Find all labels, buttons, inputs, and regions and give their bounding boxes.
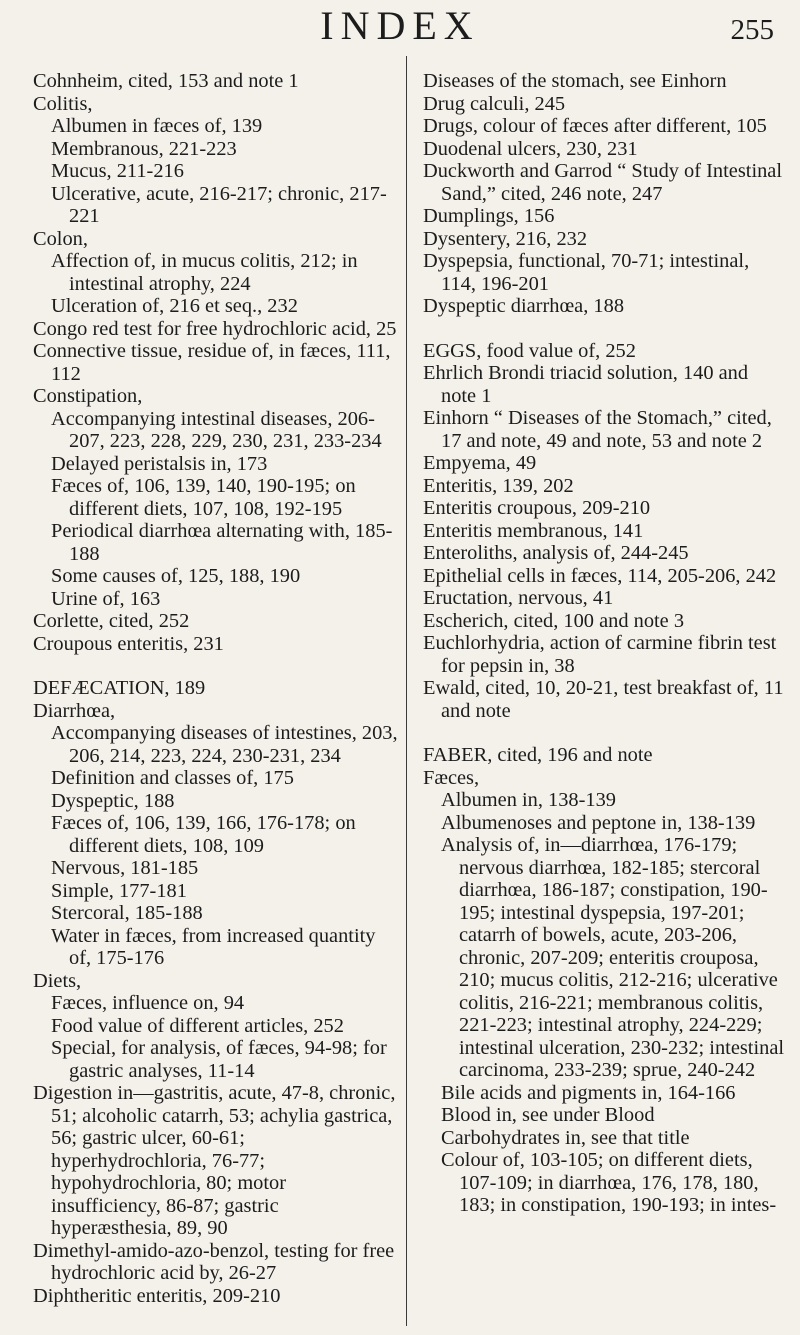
index-subentry: Special, for analysis, of fæces, 94-98; for gastric analyses, 11-14 (51, 1037, 387, 1082)
index-subentry: Ulcerative, acute, 216-217; chronic, 217-221 (51, 182, 387, 227)
index-subentry: Albumen in, 138-139 (441, 789, 617, 811)
right-column (423, 70, 785, 1217)
index-entry: Connective tissue, residue of, in fæces, 111, 112 (33, 340, 391, 385)
index-subentry: Membranous, 221-223 (51, 137, 237, 160)
page-header (0, 0, 800, 64)
index-subentry: Simple, 177-181 (51, 879, 187, 902)
index-subentry: Nervous, 181-185 (51, 857, 199, 879)
index-subentry: Definition and classes of, 175 (51, 767, 294, 789)
index-subentry: Ulceration of, 216 et seq., 232 (51, 295, 298, 317)
index-entry: Epithelial cells in fæces, 114, 205-206, 242 (423, 564, 777, 587)
index-subentry: Some causes of, 125, 188, 190 (51, 565, 301, 587)
index-entry: Drug calculi, 245 (423, 92, 566, 115)
index-entry: Enteritis, 139, 202 (423, 474, 574, 497)
index-subentry: Affection of, in mucus colitis, 212; in intestinal atrophy, 224 (51, 250, 358, 295)
index-entry: Digestion in—gastritis, acute, 47-8, chronic, 51; alcoholic catarrh, 53; achylia gastrica, 56; gastric ulcer, 60-61; hyperhydrochloria, 76-77; hypohydrochloria, 80; motor insufficiency, 86-87; gastric hyperæsthesia, 89, 90 (33, 1082, 396, 1239)
index-entry: Croupous enteritis, 231 (33, 632, 224, 655)
index-subentry: Albumenoses and peptone in, 138-139 (441, 811, 756, 834)
index-entry: Euchlorhydria, action of carmine fibrin test for pepsin in, 38 (423, 632, 777, 677)
index-subentry: Fæces of, 106, 139, 140, 190-195; on different diets, 107, 108, 192-195 (51, 475, 356, 520)
index-entry: DEFÆCATION, 189 (33, 677, 206, 699)
index-subentry: Periodical diarrhœa alternating with, 185-188 (51, 520, 393, 565)
index-entry: Congo red test for free hydrochloric acid, 25 (33, 317, 397, 340)
index-entry: Cohnheim, cited, 153 and note 1 (33, 70, 299, 92)
index-entry: Drugs, colour of fæces after different, 105 (423, 115, 767, 137)
index-entry: Diets, (33, 969, 82, 992)
index-subentry: Albumen in fæces of, 139 (51, 115, 263, 137)
index-subentry: Colour of, 103-105; on different diets, 107-109; in diarrhœa, 176, 178, 180, 183; in constipation, 190-193; in intes- (441, 1149, 777, 1216)
index-entry: Empyema, 49 (423, 452, 537, 474)
index-entry: Enteritis croupous, 209-210 (423, 497, 651, 519)
index-entry: Colitis, (33, 92, 93, 115)
index-subentry: Blood in, see under Blood (441, 1104, 655, 1126)
index-subentry: Delayed peristalsis in, 173 (51, 452, 268, 475)
page-number: 255 (730, 14, 774, 46)
index-title: INDEX (320, 3, 480, 48)
index-entry: Duckworth and Garrod “ Study of Intestinal Sand,” cited, 246 note, 247 (423, 160, 783, 205)
index-entry: Constipation, (33, 385, 143, 407)
index-entry: Diphtheritic enteritis, 209-210 (33, 1284, 281, 1307)
index-entry: Enteroliths, analysis of, 244-245 (423, 542, 689, 564)
index-entry: Ehrlich Brondi triacid solution, 140 and note 1 (423, 362, 749, 407)
index-entry: Corlette, cited, 252 (33, 610, 190, 632)
index-subentry: Dyspeptic, 188 (51, 789, 175, 812)
index-subentry: Accompanying diseases of intestines, 203, 206, 214, 223, 224, 230-231, 234 (51, 722, 398, 767)
left-column (33, 70, 398, 1307)
column-divider (406, 56, 407, 1326)
index-subentry: Analysis of, in—diarrhœa, 176-179; nervous diarrhœa, 182-185; stercoral diarrhœa, 186-187; constipation, 190-195; intestinal dyspepsia, 197-201; catarrh of bowels, acute, 203-206, chronic, 207-209; enteritis crouposa, 210; mucus colitis, 212-216; ulcerative colitis, 216-221; membranous colitis, 221-223; intestinal atrophy, 224-229; intestinal ulceration, 230-232; intestinal carcinoma, 233-239; sprue, 240-242 (441, 834, 785, 1081)
index-entry: Dumplings, 156 (423, 205, 555, 227)
index-subentry: Bile acids and pigments in, 164-166 (441, 1081, 736, 1104)
index-entry: Enteritis membranous, 141 (423, 519, 644, 542)
index-subentry: Urine of, 163 (51, 587, 161, 610)
index-entry: Colon, (33, 227, 88, 250)
index-entry: Duodenal ulcers, 230, 231 (423, 137, 638, 160)
index-entry: Diarrhœa, (33, 699, 116, 722)
index-subentry: Fæces of, 106, 139, 166, 176-178; on different diets, 108, 109 (51, 812, 356, 857)
index-subentry: Water in fæces, from increased quantity of, 175-176 (51, 924, 376, 969)
index-entry: Einhorn “ Diseases of the Stomach,” cited, 17 and note, 49 and note, 53 and note 2 (423, 407, 772, 452)
index-entry: Dyspeptic diarrhœa, 188 (423, 295, 625, 317)
index-subentry: Food value of different articles, 252 (51, 1014, 344, 1037)
index-entry: Fæces, (423, 766, 480, 789)
index-subentry: Mucus, 211-216 (51, 160, 184, 182)
index-entry: Diseases of the stomach, see Einhorn (423, 70, 727, 92)
index-entry: Dimethyl-amido-azo-benzol, testing for free hydrochloric acid by, 26-27 (33, 1239, 395, 1284)
index-entry: Ewald, cited, 10, 20-21, test breakfast of, 11 and note (423, 677, 784, 722)
index-entry: Dysentery, 216, 232 (423, 227, 588, 250)
index-subentry: Stercoral, 185-188 (51, 902, 203, 924)
index-entry: Dyspepsia, functional, 70-71; intestinal, 114, 196-201 (423, 250, 750, 295)
index-entry: Escherich, cited, 100 and note 3 (423, 609, 685, 632)
index-subentry: Accompanying intestinal diseases, 206-207, 223, 228, 229, 230, 231, 233-234 (51, 407, 382, 452)
index-entry: EGGS, food value of, 252 (423, 339, 636, 362)
index-subentry: Fæces, influence on, 94 (51, 992, 245, 1014)
index-subentry: Carbohydrates in, see that title (441, 1126, 690, 1149)
index-entry: FABER, cited, 196 and note (423, 744, 653, 766)
index-entry: Eructation, nervous, 41 (423, 587, 614, 609)
